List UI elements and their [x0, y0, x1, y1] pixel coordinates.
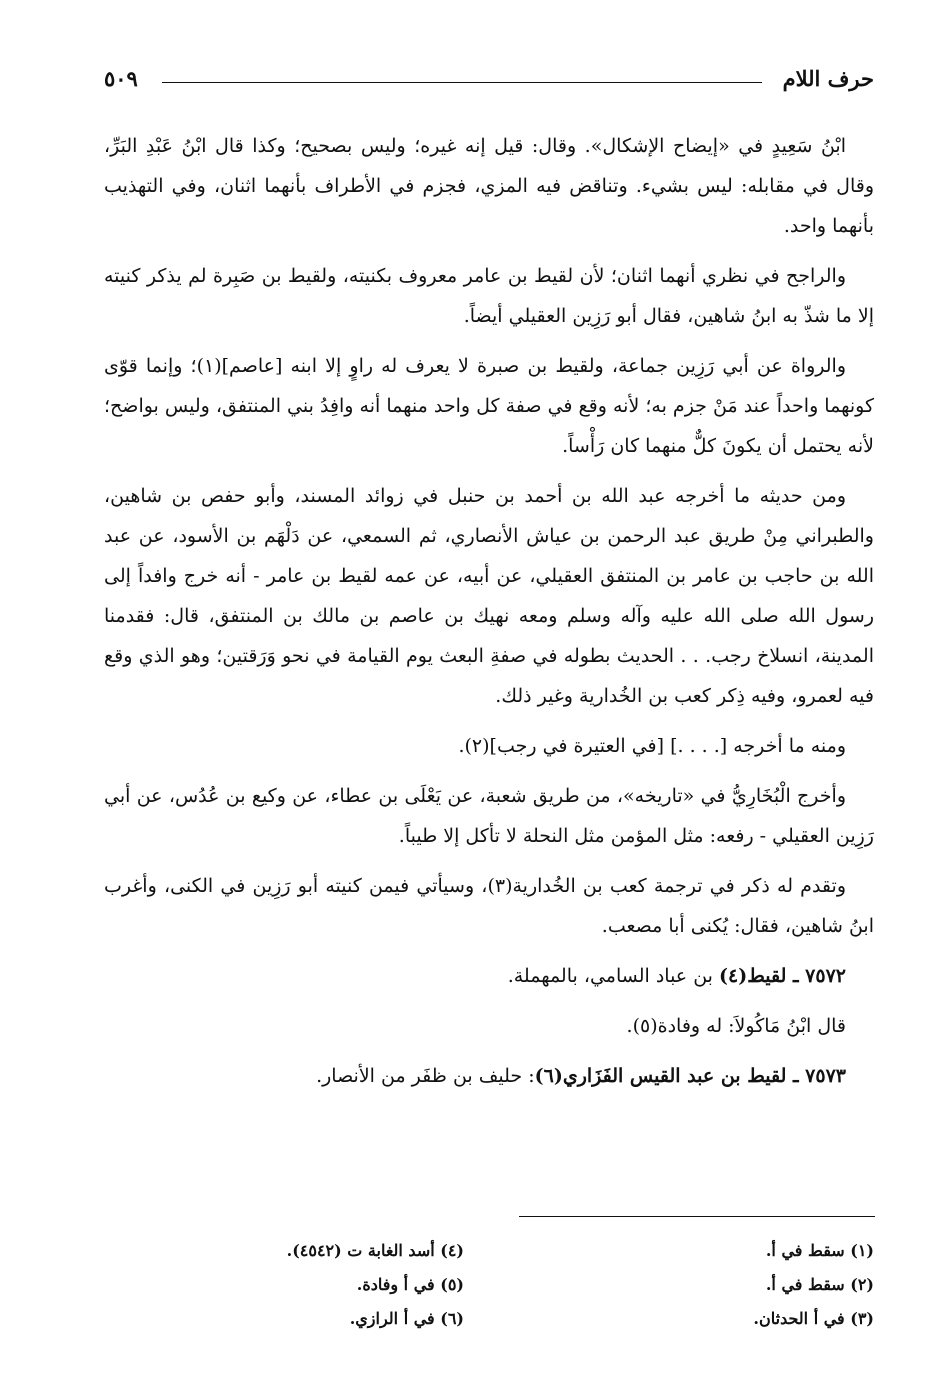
header-rule	[162, 82, 762, 83]
chapter-title: حرف اللام	[782, 66, 874, 91]
footnote: (٤) أسد الغابة ت (٤٥٤٢).	[286, 1241, 464, 1260]
entry-7572	[104, 956, 874, 996]
entry-text: بن عباد السامي، بالمهملة.	[507, 965, 719, 987]
paragraph: والرواة عن أبي رَزِين جماعة، ولقيط بن صبرة لا يعرف له راوٍ إلا ابنه [عاصم](١)؛ وإنما قوّى كونهما واحداً عند مَنْ جزم به؛ لأنه وقع في صفة كل واحد منهما أنه وافِدُ بني المنتفق، وليس بواضح؛ لأنه يحتمل أن يكونَ كلٌّ منهما كان رَأْساً.	[104, 355, 874, 457]
entry-text: : حليف بن ظفَر من الأنصار.	[316, 1065, 535, 1087]
paragraph: ابْنُ سَعِيدٍ في «إيضاح الإشكال». وقال: قيل إنه غيره؛ وليس بصحيح؛ وكذا قال ابْنُ عَبْدِ البَرِّ، وقال في مقابله: ليس بشيء. وتناقض فيه المزي، فجزم في الأطراف بأنهما اثنان، وفي التهذيب بأنهما واحد.	[104, 135, 874, 237]
footnote: (٣) في أ الحدثان.	[753, 1309, 874, 1328]
page-number: ٥٠٩	[104, 66, 138, 91]
footnote: (٢) سقط في أ.	[765, 1275, 874, 1294]
footnote-column-left	[124, 1234, 464, 1336]
entry-note	[104, 1006, 874, 1046]
paragraph: ومنه ما أخرجه [. . . .] [في العتيرة في رجب](٢).	[458, 735, 846, 757]
main-text	[104, 126, 874, 1106]
footnote-rule	[519, 1216, 875, 1217]
paragraph: ومن حديثه ما أخرجه عبد الله بن أحمد بن حنبل في زوائد المسند، وأبو حفص بن شاهين، والطبراني مِنْ طريق عبد الرحمن بن عياش الأنصاري، ثم السمعي، عن دَلْهَم بن الأسود، عن عبد الله بن حاجب بن عامر بن المنتفق العقيلي، عن أبيه، عن عمه لقيط بن عامر - أنه خرج وافداً إلى رسول الله صلى الله عليه وآله وسلم ومعه نهيك بن عاصم بن مالك بن المنتفق، قال: فقدمنا المدينة، انسلاخ رجب. . . الحديث بطوله في صفةِ البعث يوم القيامة في نحو وَرَقتين؛ وهو الذي وقع فيه لعمرو، وفيه ذِكر كعب بن الخُدارية وغير ذلك.	[104, 485, 874, 707]
entry-heading: ٧٥٧٢ ـ لقيط(٤)	[718, 965, 846, 987]
footnote: (٥) في أ وفادة.	[356, 1275, 464, 1294]
footnote-column-right	[534, 1234, 874, 1336]
footnote: (١) سقط في أ.	[765, 1241, 874, 1260]
paragraph: وأخرج الْبُخَارِيُّ في «تاريخه»، من طريق شعبة، عن يَعْلَى بن عطاء، عن وكيع بن عُدُس، عن أبي رَزِين العقيلي - رفعه: مثل المؤمن مثل النحلة لا تأكل إلا طيباً.	[104, 785, 874, 847]
page-header	[104, 62, 874, 96]
entry-text: قال ابْنُ مَاكُولاَ: له وفادة(٥).	[626, 1015, 846, 1037]
entry-7573	[104, 1056, 874, 1096]
footnote: (٦) في أ الرازي.	[349, 1309, 464, 1328]
entry-heading: ٧٥٧٣ ـ لقيط بن عبد القيس الفَزَاري(٦)	[534, 1065, 846, 1087]
paragraph: والراجح في نظري أنهما اثنان؛ لأن لقيط بن عامر معروف بكنيته، ولقيط بن صَبِرة لم يذكر كنيته إلا ما شذّ به ابنُ شاهين، فقال أبو رَزِين العقيلي أيضاً.	[104, 265, 874, 327]
paragraph: وتقدم له ذكر في ترجمة كعب بن الخُدارية(٣)، وسيأتي فيمن كنيته أبو رَزِين في الكنى، وأغرب ابنُ شاهين، فقال: يُكنى أبا مصعب.	[104, 875, 874, 937]
